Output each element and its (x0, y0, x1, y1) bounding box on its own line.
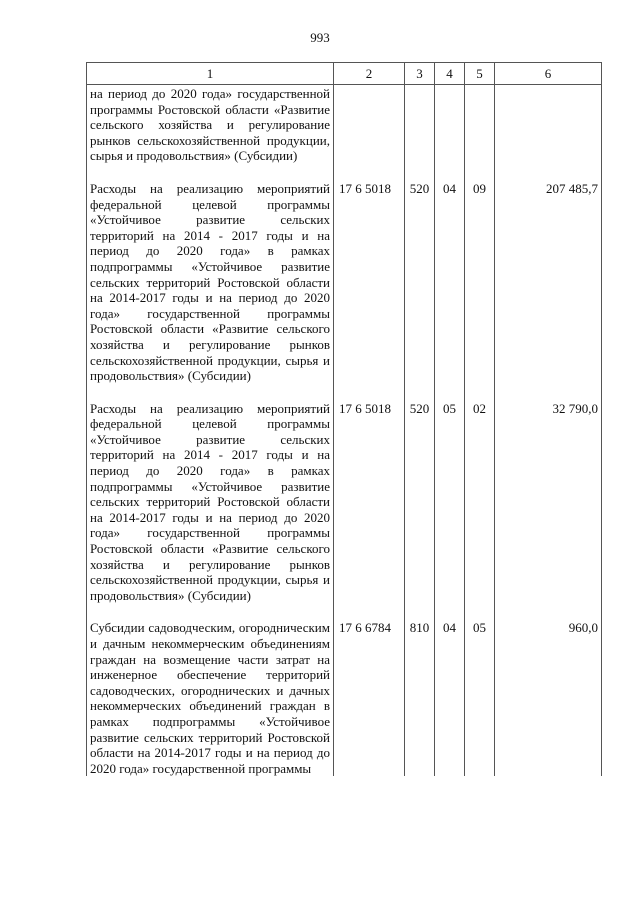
column-header-rz: 4 (435, 63, 465, 85)
row-rz: 04 (435, 617, 465, 776)
row-vr: 520 (405, 178, 435, 384)
row-description: Субсидии садоводческим, огородническим и дачным некоммерческим объединениям граждан на возмещение части затрат на инженерное обеспечение территорий садоводческих, огороднических и дачных некоммерческих объединений граждан в рамках подпрограммы «Устойчивое развитие сельских территорий Ростовской области на 2014-2017 годы и на период до 2020 года» государственной программы (87, 617, 334, 776)
column-header-csr: 2 (334, 63, 405, 85)
row-csr (334, 85, 405, 164)
row-amount (495, 85, 602, 164)
row-pr: 05 (465, 617, 495, 776)
column-header-vr: 3 (405, 63, 435, 85)
column-header-name: 1 (87, 63, 334, 85)
row-csr: 17 6 5018 (334, 398, 405, 604)
row-rz: 04 (435, 178, 465, 384)
row-vr: 520 (405, 398, 435, 604)
column-header-pr: 5 (465, 63, 495, 85)
page-number: 993 (310, 30, 330, 45)
table-row (87, 617, 602, 776)
row-description: Расходы на реализацию мероприятий федеральной целевой программы «Устойчивое развитие сельских территорий на 2014 - 2017 годы и на период до 2020 года» в рамках подпрограммы «Устойчивое развитие сельских территорий Ростовской области на 2014-2017 годы и на период до 2020 года» государственной программы Ростовской области «Развитие сельского хозяйства и регулирование рынков сельскохозяйственной продукции, сырья и продовольствия» (Субсидии) (87, 398, 334, 604)
table-row (87, 178, 602, 384)
row-description: на период до 2020 года» государственной программы Ростовской области «Развитие сельского хозяйства и регулирование рынков сельскохозяйственной продукции, сырья и продовольствия» (Субсидии) (87, 85, 334, 164)
row-vr: 810 (405, 617, 435, 776)
table-header-row (87, 63, 602, 85)
row-pr: 02 (465, 398, 495, 604)
table-row (87, 85, 602, 164)
row-spacer (87, 384, 602, 398)
budget-table (86, 62, 602, 776)
row-rz: 05 (435, 398, 465, 604)
row-spacer (87, 603, 602, 617)
table-row (87, 398, 602, 604)
row-csr: 17 6 5018 (334, 178, 405, 384)
row-vr (405, 85, 435, 164)
row-description: Расходы на реализацию мероприятий федеральной целевой программы «Устойчивое развитие сельских территорий на 2014 - 2017 годы и на период до 2020 года» в рамках подпрограммы «Устойчивое развитие сельских территорий Ростовской области на 2014-2017 годы и на период до 2020 года» государственной программы Ростовской области «Развитие сельского хозяйства и регулирование рынков сельскохозяйственной продукции, сырья и продовольствия» (Субсидии) (87, 178, 334, 384)
row-amount: 32 790,0 (495, 398, 602, 604)
row-amount: 960,0 (495, 617, 602, 776)
row-csr: 17 6 6784 (334, 617, 405, 776)
row-spacer (87, 164, 602, 178)
row-amount: 207 485,7 (495, 178, 602, 384)
column-header-amount: 6 (495, 63, 602, 85)
row-pr: 09 (465, 178, 495, 384)
row-pr (465, 85, 495, 164)
row-rz (435, 85, 465, 164)
